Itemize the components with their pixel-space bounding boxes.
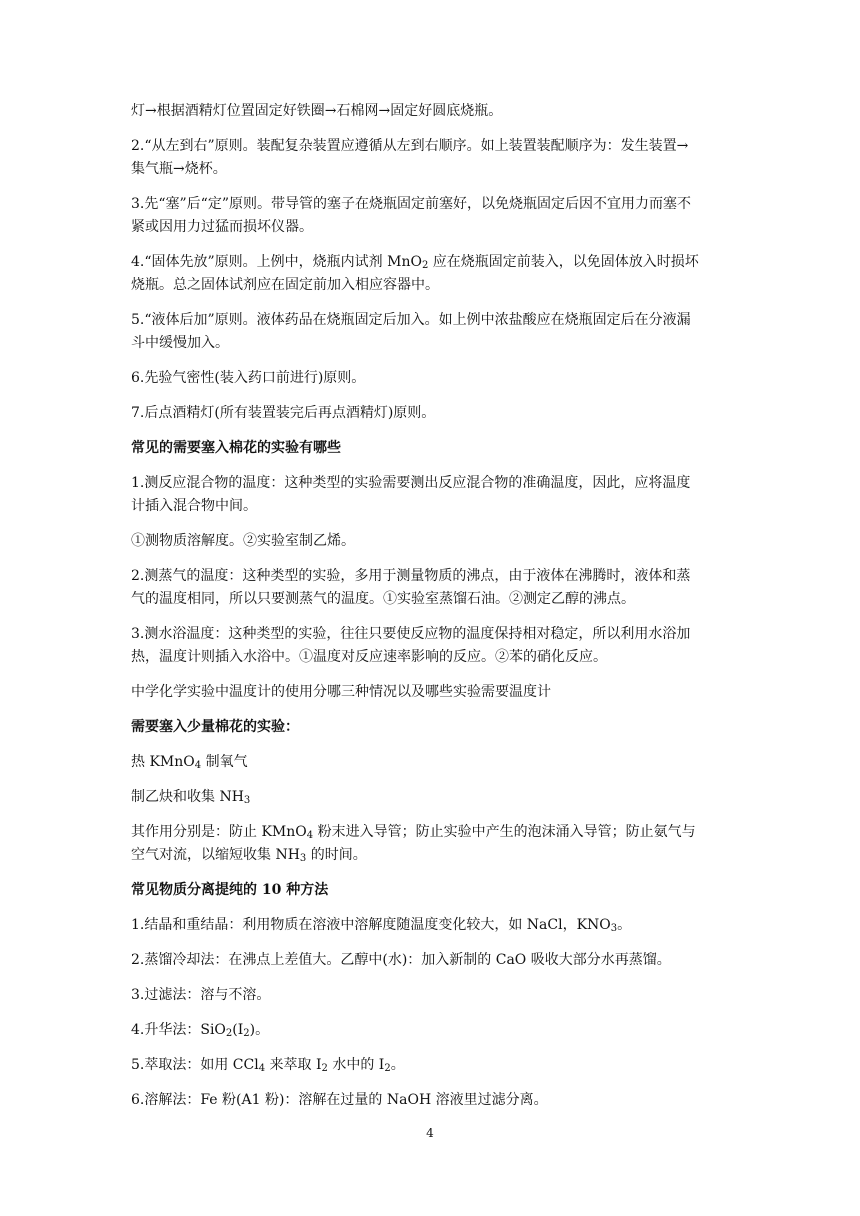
text-line xyxy=(131,309,731,332)
document-body xyxy=(131,100,731,1124)
text-line xyxy=(131,158,731,181)
text-segment: 常见物质分离提纯的 10 种方法 xyxy=(131,882,329,898)
subscript: 3 xyxy=(610,923,618,934)
text-line xyxy=(131,367,731,390)
text-segment: 5.萃取法：如用 CCl xyxy=(131,1057,259,1073)
text-line xyxy=(131,332,731,355)
text-segment: 粉末进入导管；防止实验中产生的泡沫涌入导管；防止氨气与 xyxy=(313,824,696,840)
text-segment: 计插入混合物中间。 xyxy=(131,498,257,514)
text-segment: 集气瓶→烧杯。 xyxy=(131,161,227,177)
text-segment: 常见的需要塞入棉花的实验有哪些 xyxy=(131,440,341,456)
text-segment: 来萃取 I xyxy=(265,1057,322,1073)
text-segment: 水中的 I xyxy=(327,1057,385,1073)
paragraph xyxy=(131,100,731,123)
text-segment: 1.测反应混合物的温度：这种类型的实验需要测出反应混合物的准确温度，因此，应将温度 xyxy=(131,475,691,491)
paragraph xyxy=(131,565,731,611)
text-line xyxy=(131,844,731,867)
text-segment: 灯→根据酒精灯位置固定好铁圈→石棉网→固定好圆底烧瓶。 xyxy=(131,103,503,119)
text-segment: 热 KMnO xyxy=(131,754,195,770)
text-segment: 热，温度计则插入水浴中。①温度对反应速率影响的反应。②苯的硝化反应。 xyxy=(131,649,607,665)
text-segment: 1.结晶和重结晶：利用物质在溶液中溶解度随温度变化较大，如 NaCl，KNO xyxy=(131,917,611,933)
subscript: 2 xyxy=(321,1063,328,1074)
text-line xyxy=(131,135,731,158)
paragraph xyxy=(131,367,731,390)
paragraph xyxy=(131,984,731,1007)
text-line xyxy=(131,1089,731,1112)
paragraph xyxy=(131,402,731,425)
text-segment: 4.“固体先放”原则。上例中，烧瓶内试剂 MnO xyxy=(131,254,422,270)
text-line xyxy=(131,472,731,495)
paragraph xyxy=(131,530,731,553)
paragraph xyxy=(131,309,731,355)
text-segment: 制乙炔和收集 NH xyxy=(131,789,244,805)
section-heading xyxy=(131,879,731,902)
text-line xyxy=(131,437,731,460)
text-segment: 紧或因用力过猛而损坏仪器。 xyxy=(131,219,313,235)
paragraph xyxy=(131,821,731,867)
paragraph xyxy=(131,914,731,937)
text-line xyxy=(131,588,731,611)
text-segment: 6.溶解法：Fe 粉(A1 粉)：溶解在过量的 NaOH 溶液里过滤分离。 xyxy=(131,1092,548,1108)
paragraph xyxy=(131,251,731,297)
subscript: 3 xyxy=(299,853,307,864)
text-segment: 斗中缓慢加入。 xyxy=(131,335,229,351)
text-line xyxy=(131,495,731,518)
text-line xyxy=(131,565,731,588)
text-segment: 7.后点酒精灯(所有装置装完后再点酒精灯)原则。 xyxy=(131,405,436,421)
paragraph xyxy=(131,681,731,704)
subscript: 2 xyxy=(225,1028,233,1039)
paragraph xyxy=(131,623,731,669)
text-line xyxy=(131,984,731,1007)
text-segment: 烧瓶。总之固体试剂应在固定前加入相应容器中。 xyxy=(131,277,439,293)
text-segment: 应在烧瓶固定前装入，以免固体放入时损坏 xyxy=(428,254,699,270)
subscript: 3 xyxy=(243,795,251,806)
subscript: 2 xyxy=(421,260,429,271)
text-line xyxy=(131,914,731,937)
text-segment: 2.蒸馏冷却法：在沸点上差值大。乙醇中(水)：加入新制的 CaO 吸收大部分水再蒸馏。 xyxy=(131,952,671,968)
subscript: 4 xyxy=(194,760,202,771)
text-line xyxy=(131,879,731,902)
text-line xyxy=(131,251,731,274)
paragraph xyxy=(131,193,731,239)
text-segment: 制氧气 xyxy=(201,754,248,770)
text-segment: 4.升华法：SiO xyxy=(131,1022,226,1038)
text-segment: 3.测水浴温度：这种类型的实验，往往只要使反应物的温度保持相对稳定，所以利用水浴加 xyxy=(131,626,691,642)
text-line xyxy=(131,786,731,809)
page-number: 4 xyxy=(426,1126,434,1140)
text-segment: 5.“液体后加”原则。液体药品在烧瓶固定后加入。如上例中浓盐酸应在烧瓶固定后在分液漏 xyxy=(131,312,691,328)
subscript: 4 xyxy=(258,1063,266,1074)
text-line xyxy=(131,216,731,239)
text-segment: 2.测蒸气的温度：这种类型的实验，多用于测量物质的沸点，由于液体在沸腾时，液体和蒸 xyxy=(131,568,691,584)
text-line xyxy=(131,821,731,844)
text-line xyxy=(131,530,731,553)
paragraph xyxy=(131,786,731,809)
text-segment: ①测物质溶解度。②实验室制乙烯。 xyxy=(131,533,355,549)
section-heading xyxy=(131,437,731,460)
text-segment: 6.先验气密性(装入药口前进行)原则。 xyxy=(131,370,366,386)
text-line xyxy=(131,1054,731,1077)
subscript: 2 xyxy=(243,1028,250,1039)
text-line xyxy=(131,949,731,972)
text-segment: 3.过滤法：溶与不溶。 xyxy=(131,987,271,1003)
text-line xyxy=(131,623,731,646)
text-segment: 。 xyxy=(390,1057,405,1073)
text-line xyxy=(131,402,731,425)
paragraph xyxy=(131,1019,731,1042)
text-line xyxy=(131,716,731,739)
text-segment: 。 xyxy=(617,917,632,933)
text-segment: 其作用分别是：防止 KMnO xyxy=(131,824,307,840)
text-line xyxy=(131,751,731,774)
text-segment: 气的温度相同，所以只要测蒸气的温度。①实验室蒸馏石油。②测定乙醇的沸点。 xyxy=(131,591,635,607)
paragraph xyxy=(131,751,731,774)
text-segment: 需要塞入少量棉花的实验： xyxy=(131,719,299,735)
paragraph xyxy=(131,1089,731,1112)
text-line xyxy=(131,193,731,216)
text-segment: (I xyxy=(232,1022,244,1038)
subscript: 4 xyxy=(306,830,314,841)
text-line xyxy=(131,100,731,123)
subscript: 2 xyxy=(384,1063,391,1074)
text-segment: 3.先“塞”后“定”原则。带导管的塞子在烧瓶固定前塞好，以免烧瓶固定后因不宜用力而塞不 xyxy=(131,196,691,212)
text-segment: )。 xyxy=(249,1022,270,1038)
text-segment: 空气对流，以缩短收集 NH xyxy=(131,847,300,863)
section-heading xyxy=(131,716,731,739)
text-line xyxy=(131,681,731,704)
text-line xyxy=(131,646,731,669)
text-segment: 的时间。 xyxy=(306,847,367,863)
text-segment: 2.“从左到右”原则。装配复杂装置应遵循从左到右顺序。如上装置装配顺序为：发生装置→ xyxy=(131,138,689,154)
text-line xyxy=(131,274,731,297)
text-segment: 中学化学实验中温度计的使用分哪三种情况以及哪些实验需要温度计 xyxy=(131,684,551,700)
text-line xyxy=(131,1019,731,1042)
paragraph xyxy=(131,949,731,972)
paragraph xyxy=(131,135,731,181)
paragraph xyxy=(131,472,731,518)
paragraph xyxy=(131,1054,731,1077)
